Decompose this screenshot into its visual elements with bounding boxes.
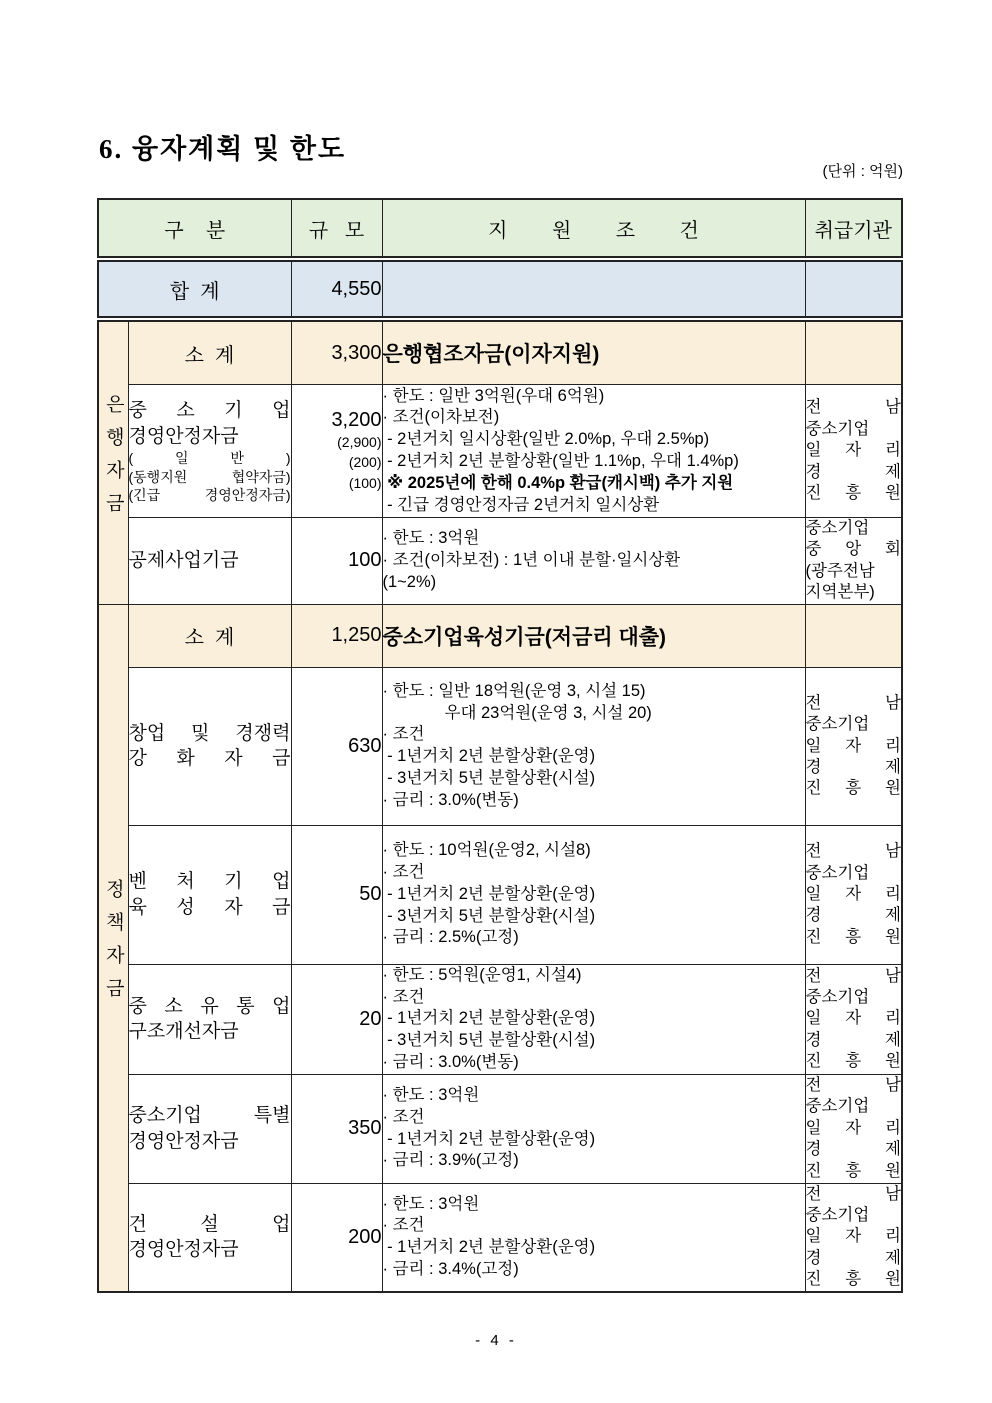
agency-line: 전 남 bbox=[805, 1075, 901, 1094]
condition-line: · 금리 : 3.0%(변동) bbox=[382, 790, 519, 809]
agency-line: 중소기업 bbox=[805, 1097, 870, 1116]
fund-name-subline: ( 일 반 ) bbox=[128, 450, 291, 467]
agency-line: 진 흥 원 bbox=[805, 779, 901, 798]
bank-subtotal-agency-empty bbox=[805, 319, 902, 385]
fund-scale bbox=[291, 385, 382, 518]
condition-line: - 1년거치 2년 분할상환(운영) bbox=[382, 1009, 596, 1028]
condition-line: · 금리 : 3.4%(고정) bbox=[382, 1259, 519, 1278]
agency-line: 경 제 bbox=[805, 1030, 901, 1049]
fund-scale bbox=[291, 964, 382, 1074]
condition-line: · 한도 : 일반 3억원(우대 6억원) bbox=[382, 386, 605, 405]
bank-subtotal-title: 은행협조자금(이자지원) bbox=[382, 319, 805, 385]
loan-plan-table bbox=[97, 198, 903, 1293]
fund-agency bbox=[805, 825, 902, 964]
condition-line: · 한도 : 일반 18억원(운영 3, 시설 15) bbox=[382, 681, 646, 700]
fund-name-line: 경영안정자금 bbox=[128, 1130, 239, 1152]
scale-subvalue: (100) bbox=[348, 474, 382, 491]
page-title: 6. 융자계획 및 한도 bbox=[99, 134, 347, 164]
group-bank-funds-label: 은행자금 bbox=[102, 394, 124, 527]
fund-name-sme-stability bbox=[128, 385, 291, 518]
fund-scale bbox=[291, 825, 382, 964]
agency-line: 경 제 bbox=[805, 462, 901, 481]
fund-conditions bbox=[382, 964, 805, 1074]
total-label: 합 계 bbox=[98, 259, 291, 319]
fund-name-special-stability bbox=[128, 1074, 291, 1183]
condition-line: - 긴급 경영안정자금 2년거치 일시상환 bbox=[382, 495, 660, 514]
agency-line: 전 남 bbox=[805, 398, 901, 417]
agency-line: 전 남 bbox=[805, 693, 901, 712]
agency-line: 일 자 리 bbox=[805, 1227, 901, 1246]
condition-line: · 금리 : 3.0%(변동) bbox=[382, 1052, 519, 1071]
fund-conditions bbox=[382, 1074, 805, 1183]
agency-line: 일 자 리 bbox=[805, 1009, 901, 1028]
fund-agency bbox=[805, 385, 902, 518]
agency-line: 경 제 bbox=[805, 757, 901, 776]
bank-subtotal-row bbox=[98, 319, 902, 385]
policy-subtotal-row bbox=[98, 604, 902, 667]
agency-line: 진 흥 원 bbox=[805, 1052, 901, 1071]
fund-agency bbox=[805, 1183, 902, 1292]
condition-line: - 1년거치 2년 분할상환(운영) bbox=[382, 1129, 596, 1148]
fund-conditions bbox=[382, 825, 805, 964]
fund-name-line: 벤 처 기 업 bbox=[128, 871, 291, 893]
condition-line: · 한도 : 3억원 bbox=[382, 1194, 480, 1213]
policy-subtotal-title: 중소기업육성기금(저금리 대출) bbox=[382, 604, 805, 667]
table-row bbox=[98, 825, 902, 964]
condition-line: · 한도 : 5억원(운영1, 시설4) bbox=[382, 965, 582, 984]
scale-value: 20 bbox=[359, 1007, 382, 1030]
agency-line: (광주전남 bbox=[805, 561, 875, 580]
table-row bbox=[98, 1074, 902, 1183]
fund-conditions bbox=[382, 667, 805, 825]
policy-subtotal-scale: 1,250 bbox=[291, 604, 382, 667]
total-agency-empty bbox=[805, 259, 902, 319]
fund-scale bbox=[291, 1074, 382, 1183]
condition-line: · 금리 : 3.9%(고정) bbox=[382, 1151, 519, 1170]
condition-line: · 조건(이차보전) bbox=[382, 408, 500, 427]
agency-line: 일 자 리 bbox=[805, 1118, 901, 1137]
fund-name-distribution bbox=[128, 964, 291, 1074]
fund-scale bbox=[291, 518, 382, 605]
table-row bbox=[98, 385, 902, 518]
table-row bbox=[98, 667, 902, 825]
bank-subtotal-label: 소 계 bbox=[128, 319, 291, 385]
scale-value: 100 bbox=[348, 549, 382, 572]
agency-line: 중소기업 bbox=[805, 1206, 870, 1225]
page-number: - 4 - bbox=[475, 1332, 517, 1349]
fund-conditions bbox=[382, 1183, 805, 1292]
condition-line: · 조건 bbox=[382, 725, 425, 744]
fund-name-line: 창업 및 경쟁력 bbox=[128, 722, 291, 744]
fund-conditions bbox=[382, 518, 805, 605]
condition-line: (1~2%) bbox=[382, 572, 437, 591]
unit-note: (단위 : 억원) bbox=[822, 163, 903, 180]
condition-line: · 금리 : 2.5%(고정) bbox=[382, 928, 519, 947]
condition-line: - 2년거치 2년 분할상환(일반 1.1%p, 우대 1.4%p) bbox=[382, 452, 739, 470]
fund-agency bbox=[805, 518, 902, 605]
condition-line: - 3년거치 5년 분할상환(시설) bbox=[382, 1031, 596, 1050]
condition-line: - 1년거치 2년 분할상환(운영) bbox=[382, 884, 596, 903]
fund-agency bbox=[805, 1074, 902, 1183]
fund-name-line: 중 소 기 업 bbox=[128, 400, 291, 422]
condition-line: · 한도 : 10억원(운영2, 시설8) bbox=[382, 841, 591, 860]
fund-conditions bbox=[382, 385, 805, 518]
total-scale: 4,550 bbox=[291, 259, 382, 319]
agency-line: 지역본부) bbox=[805, 583, 875, 602]
condition-line: · 조건 bbox=[382, 1216, 425, 1235]
agency-line: 중 앙 회 bbox=[805, 540, 901, 559]
agency-line: 중소기업 bbox=[805, 519, 870, 537]
condition-line: - 3년거치 5년 분할상환(시설) bbox=[382, 769, 596, 788]
condition-line: · 한도 : 3억원 bbox=[382, 529, 480, 548]
condition-line: - 1년거치 2년 분할상환(운영) bbox=[382, 747, 596, 766]
scale-value: 350 bbox=[348, 1117, 382, 1140]
agency-line: 중소기업 bbox=[805, 715, 870, 734]
condition-line: · 조건(이차보전) : 1년 이내 분할·일시상환 bbox=[382, 550, 681, 569]
fund-name-line: 중소기업 특별 bbox=[128, 1104, 291, 1126]
header-conditions: 지 원 조 건 bbox=[382, 199, 805, 259]
condition-line: · 조건 bbox=[382, 1107, 425, 1126]
agency-line: 일 자 리 bbox=[805, 885, 901, 904]
agency-line: 중소기업 bbox=[805, 863, 870, 882]
agency-line: 일 자 리 bbox=[805, 736, 901, 755]
condition-line: - 1년거치 2년 분할상환(운영) bbox=[382, 1238, 596, 1257]
agency-line: 진 흥 원 bbox=[805, 1270, 901, 1289]
fund-name-line: 경영안정자금 bbox=[128, 1239, 239, 1261]
condition-line: · 한도 : 3억원 bbox=[382, 1086, 480, 1105]
total-conditions-empty bbox=[382, 259, 805, 319]
scale-subvalue: (2,900) bbox=[337, 434, 382, 451]
agency-line: 전 남 bbox=[805, 842, 901, 861]
fund-name-construction bbox=[128, 1183, 291, 1292]
table-row bbox=[98, 964, 902, 1074]
agency-line: 일 자 리 bbox=[805, 441, 901, 460]
fund-scale bbox=[291, 1183, 382, 1292]
scale-value: 3,200 bbox=[331, 409, 382, 432]
table-header-row bbox=[98, 199, 902, 259]
fund-scale bbox=[291, 667, 382, 825]
condition-line: - 2년거치 일시상환(일반 2.0%p, 우대 2.5%p) bbox=[382, 430, 710, 449]
condition-line: 우대 23억원(운영 3, 시설 20) bbox=[444, 703, 652, 722]
total-row bbox=[98, 259, 902, 319]
group-policy-funds bbox=[98, 604, 128, 1292]
header-category: 구 분 bbox=[98, 199, 291, 259]
condition-line: - 3년거치 5년 분할상환(시설) bbox=[382, 906, 596, 925]
agency-line: 중소기업 bbox=[805, 419, 870, 438]
fund-name-mutual-aid bbox=[128, 518, 291, 605]
header-agency: 취급기관 bbox=[805, 199, 902, 259]
scale-subvalue: (200) bbox=[348, 454, 382, 471]
fund-name-subline: (동행지원 협약자금) bbox=[128, 468, 291, 485]
fund-agency bbox=[805, 667, 902, 825]
header-scale: 규 모 bbox=[291, 199, 382, 259]
fund-agency bbox=[805, 964, 902, 1074]
group-bank-funds bbox=[98, 319, 128, 604]
agency-line: 경 제 bbox=[805, 906, 901, 925]
fund-name-line: 강 화 자 금 bbox=[128, 748, 291, 770]
agency-line: 전 남 bbox=[805, 966, 901, 985]
agency-line: 진 흥 원 bbox=[805, 484, 901, 503]
table-row bbox=[98, 1183, 902, 1292]
fund-name-subline: (긴급 경영안정자금) bbox=[128, 486, 291, 503]
bank-subtotal-scale: 3,300 bbox=[291, 319, 382, 385]
agency-line: 중소기업 bbox=[805, 988, 870, 1006]
fund-name-startup bbox=[128, 667, 291, 825]
fund-name-line: 공제사업기금 bbox=[128, 550, 239, 572]
fund-name-venture bbox=[128, 825, 291, 964]
agency-line: 경 제 bbox=[805, 1248, 901, 1267]
scale-value: 50 bbox=[359, 883, 382, 906]
agency-line: 진 흥 원 bbox=[805, 927, 901, 946]
agency-line: 경 제 bbox=[805, 1140, 901, 1159]
agency-line: 전 남 bbox=[805, 1184, 901, 1203]
policy-subtotal-agency-empty bbox=[805, 604, 902, 667]
condition-note-line: ※ 2025년에 한해 0.4%p 환급(캐시백) 추가 지원 bbox=[382, 473, 734, 492]
condition-line: · 조건 bbox=[382, 987, 425, 1006]
policy-subtotal-label: 소 계 bbox=[128, 604, 291, 667]
fund-name-line: 구조개선자금 bbox=[128, 1021, 239, 1043]
table-row bbox=[98, 518, 902, 605]
group-policy-funds-label: 정책자금 bbox=[102, 879, 124, 1012]
fund-name-line: 육 성 자 금 bbox=[128, 896, 291, 918]
scale-value: 200 bbox=[348, 1225, 382, 1248]
fund-name-line: 경영안정자금 bbox=[128, 425, 239, 447]
condition-line: · 조건 bbox=[382, 863, 425, 882]
agency-line: 진 흥 원 bbox=[805, 1161, 901, 1180]
fund-name-line: 중 소 유 통 업 bbox=[128, 995, 291, 1017]
fund-name-line: 건 설 업 bbox=[128, 1213, 291, 1235]
scale-value: 630 bbox=[348, 734, 382, 757]
